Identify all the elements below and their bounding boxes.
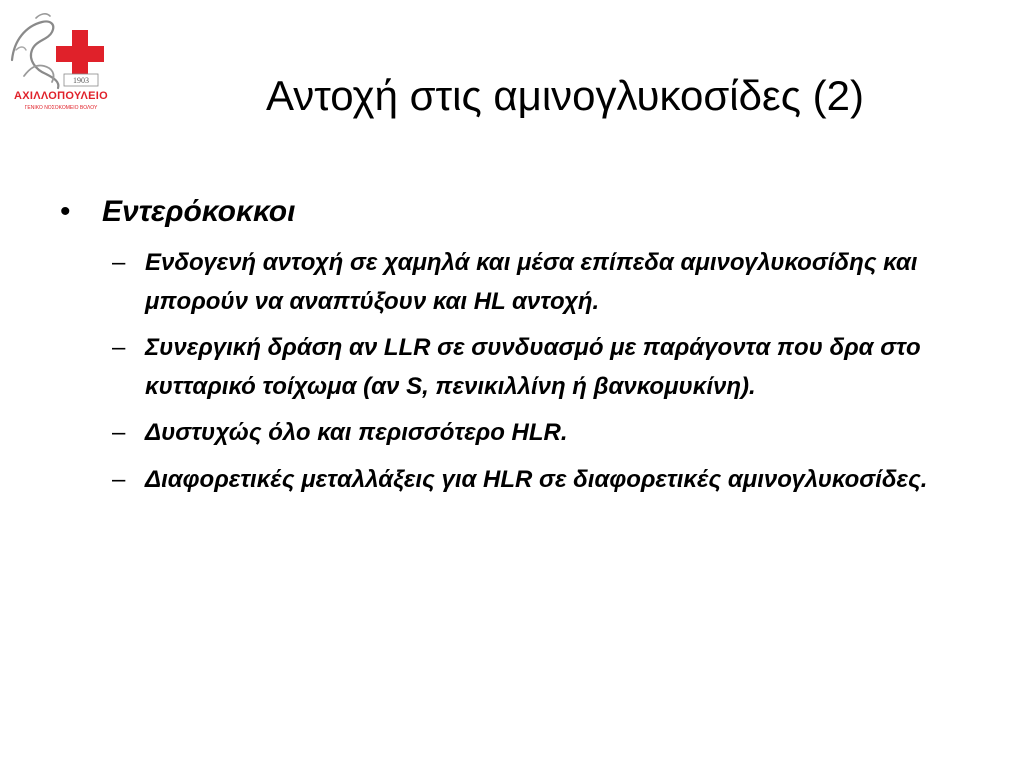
dash-marker: – (112, 419, 126, 446)
bullet-text: Εντερόκοκκοι (102, 195, 296, 228)
subitem (60, 461, 935, 500)
logo-subtitle: ΓΕΝΙΚΟ ΝΟΣΟΚΟΜΕΙΟ ΒΟΛΟΥ (24, 105, 98, 111)
subitem-text: Συνεργική δράση αν LLR σε συνδυασμό με παράγοντα που δρα στο κυτταρικό τοίχωμα (αν S, πενικιλλίνη ή βανκομυκίνη). (145, 334, 921, 400)
slide-body (60, 190, 960, 507)
dash-marker: – (112, 334, 126, 361)
dash-marker: – (112, 249, 126, 276)
subitem-text: Διαφορετικές μεταλλάξεις για HLR σε διαφορετικές αμινογλυκοσίδες. (145, 465, 928, 493)
subitem-text: Δυστυχώς όλο και περισσότερο HLR. (145, 419, 568, 446)
slide-title: Αντοχή στις αμινογλυκοσίδες (2) (266, 72, 864, 119)
logo-year: 1903 (73, 76, 89, 85)
dash-marker: – (112, 465, 126, 493)
subitem (60, 244, 935, 321)
subitem (60, 329, 935, 406)
subitem (60, 414, 935, 453)
subitem-text: Ενδογενή αντοχή σε χαμηλά και μέσα επίπεδα αμινογλυκοσίδης και μπορούν να αναπτύξουν και HL αντοχή. (145, 249, 918, 315)
hospital-logo (6, 10, 116, 114)
logo-hospital-name: ΑΧΙΛΛΟΠΟΥΛΕΙΟ (14, 90, 108, 102)
bullet-marker: • (60, 195, 71, 228)
bullet-item (60, 190, 960, 234)
